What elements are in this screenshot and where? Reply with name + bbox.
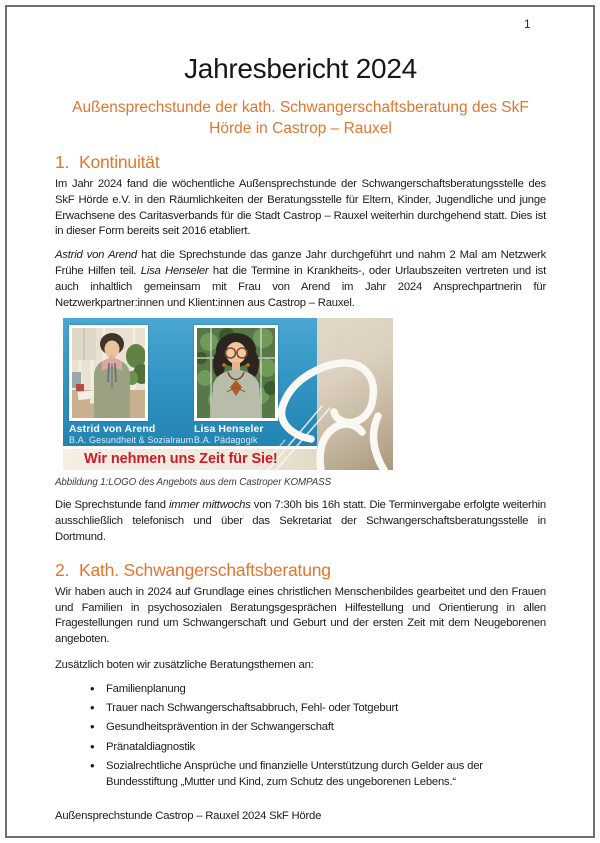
document-title: Jahresbericht 2024 <box>184 53 417 84</box>
banner-slogan: Wir nehmen uns Zeit für Sie! <box>84 451 278 468</box>
photo-caption-title-astrid: B.A. Gesundheit & Sozialraum <box>69 435 194 446</box>
section-number: 1. <box>55 152 70 172</box>
photo-astrid-von-arend <box>69 325 148 421</box>
page-footer: Außensprechstunde Castrop – Rauxel 2024 SkF Hörde <box>55 810 322 822</box>
section-heading-kontinuitaet <box>55 152 546 173</box>
photo-caption-name-astrid: Astrid von Arend <box>69 423 156 436</box>
photo-lisa-illustration <box>197 328 275 418</box>
section-heading-schwangerschaftsberatung <box>55 560 546 581</box>
list-item: • Pränataldiagnostik <box>89 740 526 756</box>
photo-astrid-illustration <box>72 328 145 418</box>
topics-list <box>89 682 546 791</box>
section-title: Kath. Schwangerschaftsberatung <box>79 559 331 580</box>
list-item: • Sozialrechtliche Ansprüche und finanzielle Unterstützung durch Gelder aus der Bundesstiftung „Mutter und Kind, zum Schutz des ungeborenen Lebens.“ <box>89 759 526 791</box>
paragraph-kontinuitaet-2: Astrid von Arend hat die Sprechstunde das ganze Jahr durchgeführt und nahm 2 Mal am Netzwerk Frühe Hilfen teil. Lisa Henseler hat die Termine in Krankheits-, oder Urlaubszeiten vertreten und ist auch inhaltlich gemeinsam mit Frau von Arend im Jahr 2024 Ansprechpartnerin für Netzwerkpartner:innen und Klient:innen aus Castrop – Rauxel. <box>55 249 547 309</box>
list-item: • Gesundheitsprävention in der Schwangerschaft <box>89 720 526 736</box>
paragraph-kontinuitaet-1: Im Jahr 2024 fand die wöchentliche Außensprechstunde der Schwangerschaftsberatungsstelle des SkF Hörde e.V. in den Räumlichkeiten der Beratungsstelle für Eltern, Kinder, Jugendliche und junge Erwachsene des Caritasverbands für die Stadt Castrop – Rauxel weiterhin durchgehend statt. Dies ist in dieser Form bereits seit 2016 etabliert. <box>55 178 546 238</box>
paragraph-sprechstunde: Die Sprechstunde fand immer mittwochs von 7:30h bis 16h statt. Die Terminvergabe erfolgte weiterhin ausschließlich telefonisch und über das Sekretariat der Schwangerschaftsberatungsstelle in Dortmund. <box>55 499 546 543</box>
paragraph-beratung: Wir haben auch in 2024 auf Grundlage eines christlichen Menschenbildes gearbeitet und den Frauen und Familien in psychosozialen Beratungsgesprächen Hilfestellung und Orientierung in allen Fragestellungen rund um Schwangerschaft und Geburt und der ersten Zeit mit dem Neugeborenen angeboten. <box>55 585 546 646</box>
page-number: 1 <box>524 17 531 31</box>
page-content <box>55 0 546 794</box>
figure-caption: Abbildung 1:LOGO des Angebots aus dem Castroper KOMPASS <box>55 477 332 489</box>
photo-caption-title-lisa: B.A. Pädagogik <box>194 435 258 446</box>
document-subtitle: Außensprechstunde der kath. Schwangerschaftsberatung des SkF Hörde in Castrop – Rauxel <box>72 99 529 137</box>
section-title: Kontinuität <box>79 152 160 172</box>
list-item: • Trauer nach Schwangerschaftsabbruch, Fehl- oder Totgeburt <box>89 701 526 717</box>
photo-caption-name-lisa: Lisa Henseler <box>194 423 264 436</box>
section-number: 2. <box>55 559 70 580</box>
banner-tan-background <box>317 318 393 470</box>
photo-lisa-henseler <box>194 325 278 421</box>
kompass-logo-figure <box>63 318 393 470</box>
list-item: • Familienplanung <box>89 682 526 698</box>
paragraph-zusatzthemen-intro: Zusätzlich boten wir zusätzliche Beratungsthemen an: <box>55 658 314 671</box>
